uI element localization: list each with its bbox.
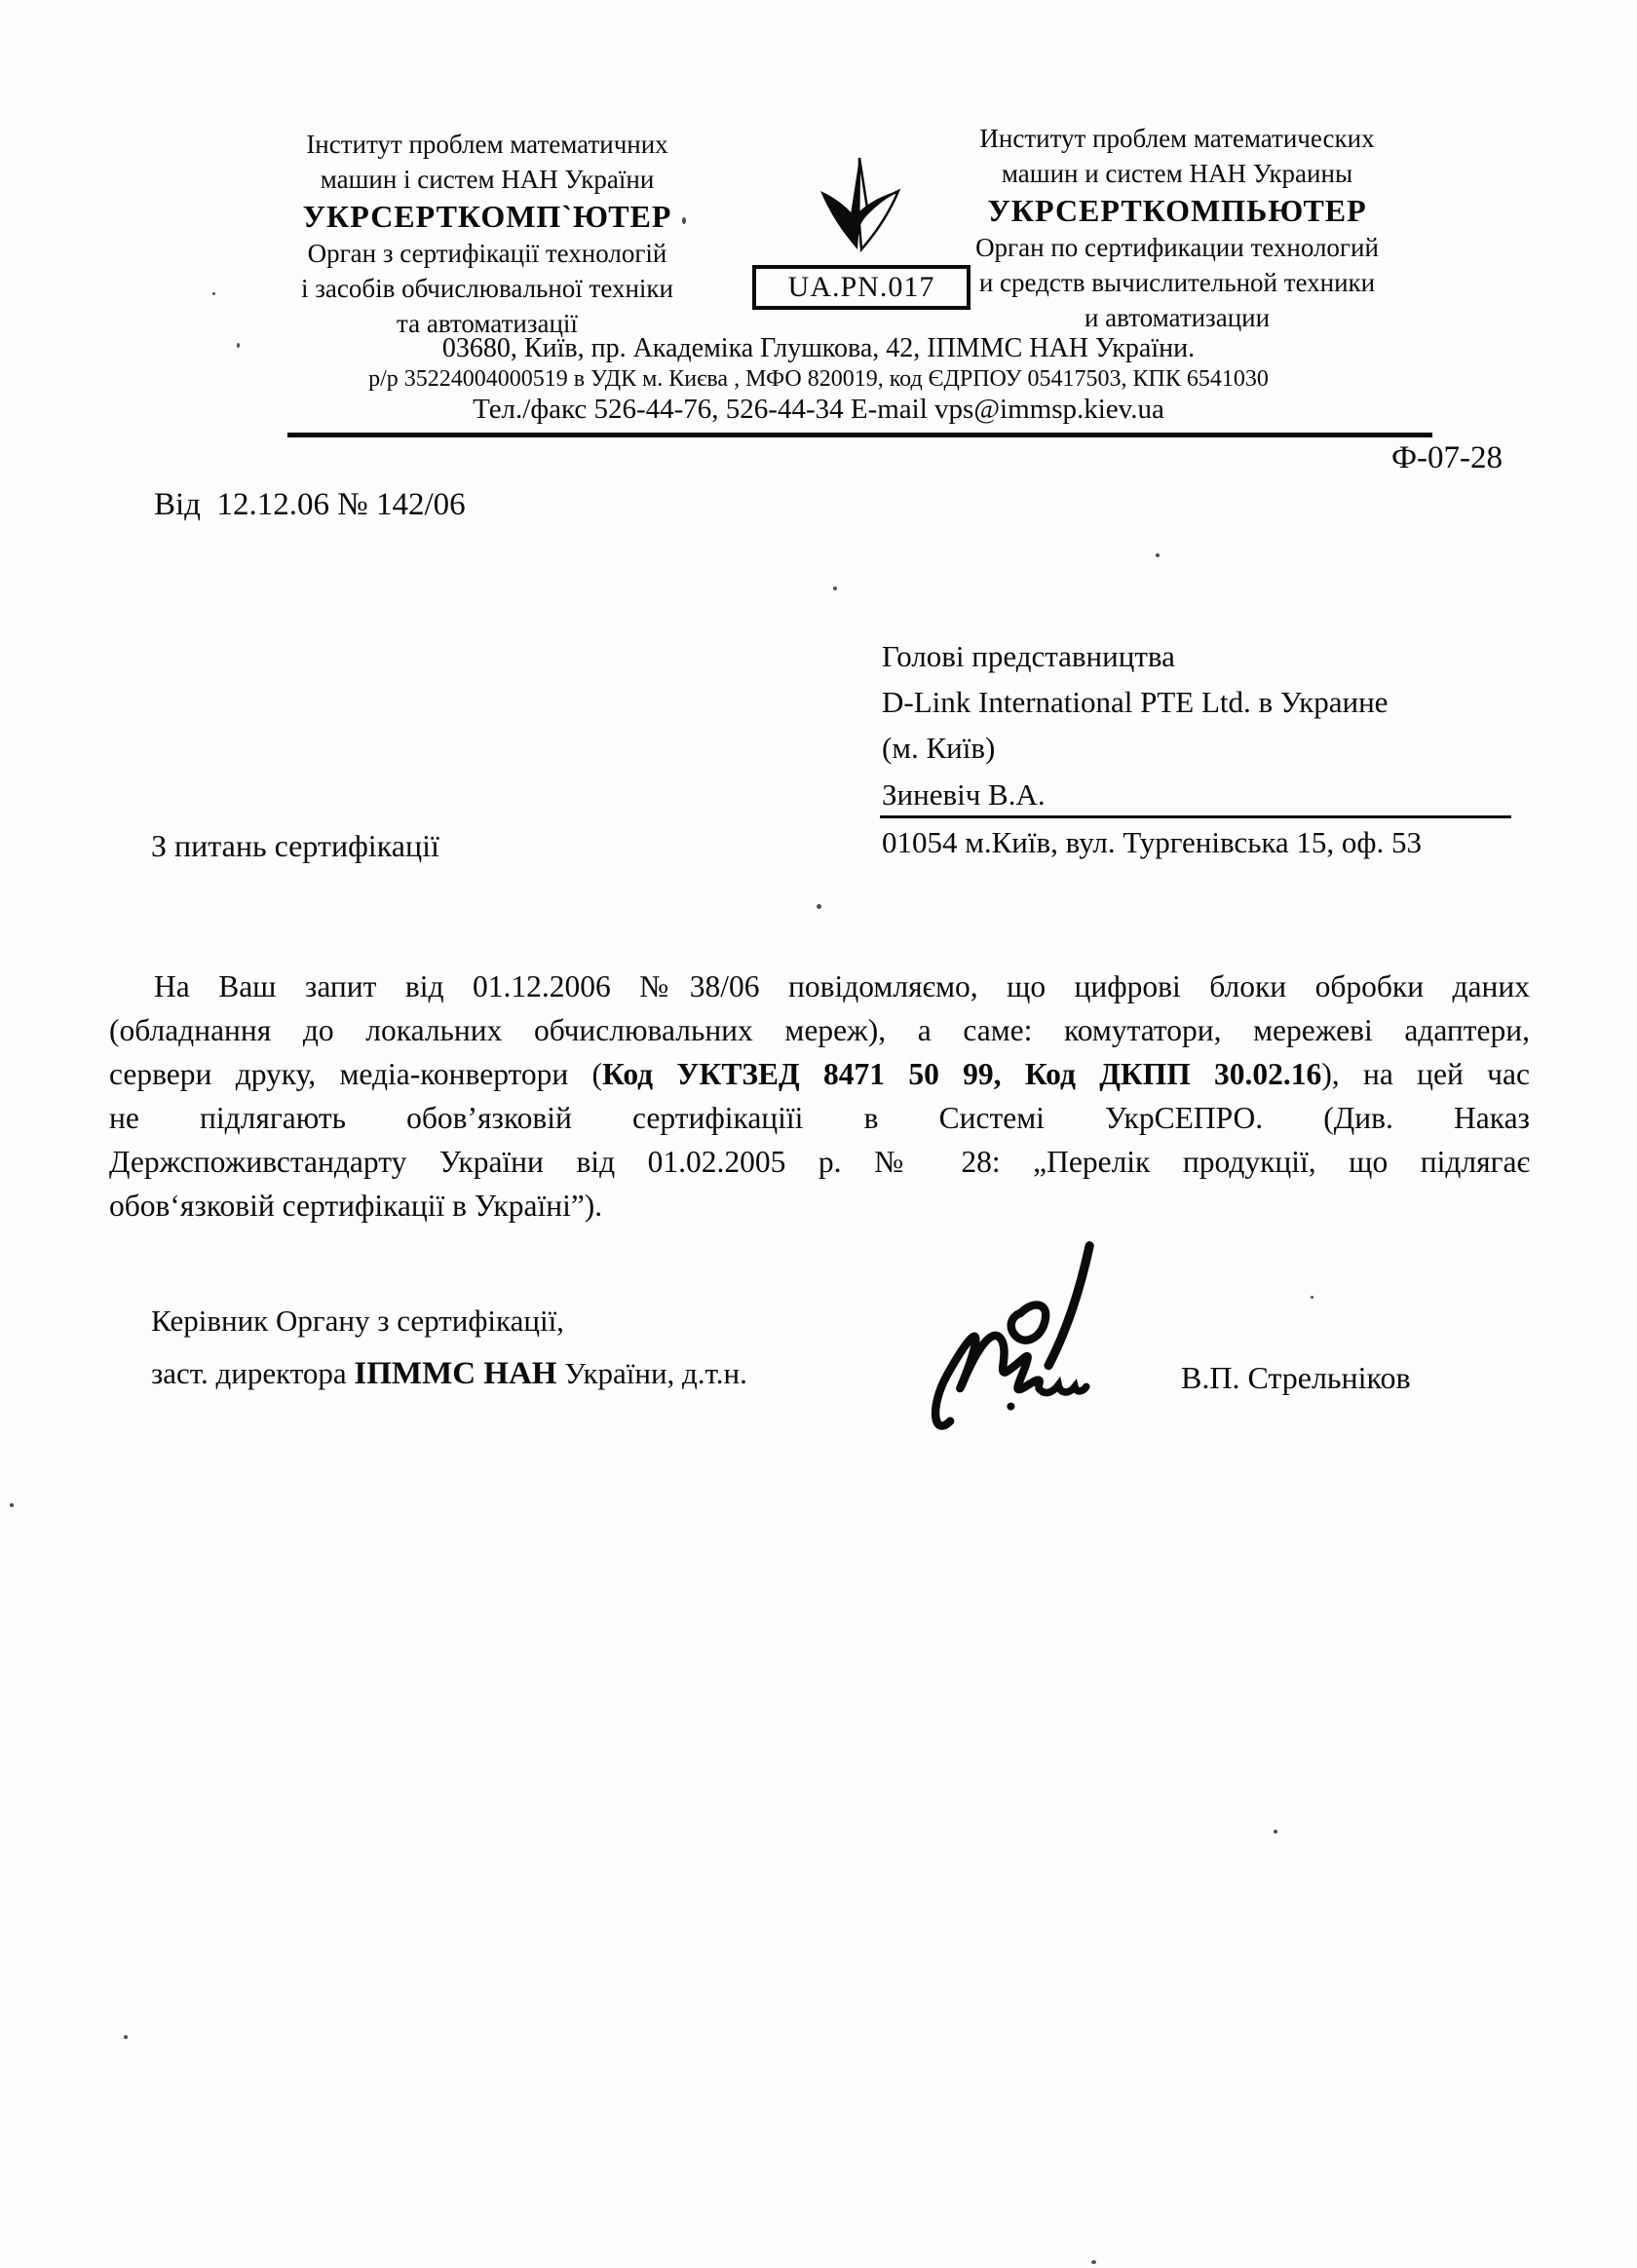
institute-name-line: Інститут проблем математичних: [306, 130, 668, 159]
body-text-segment: ), на цей час: [1321, 1057, 1530, 1091]
recipient-line: (м. Київ): [882, 731, 996, 765]
signature-scrawl: [931, 1235, 1111, 1445]
form-code: Ф-07-28: [1390, 440, 1504, 475]
bank-details-line: р/р 35224004000519 в УДК м. Києва , МФО 820019, код ЄДРПОУ 05417503, КПК 6541030: [368, 366, 1269, 392]
address-line: 03680, Київ, пр. Академіка Глушкова, 42, ІПММС НАН України.: [441, 333, 1196, 363]
institute-name-line: Институт проблем математических: [979, 124, 1375, 153]
recipient-name: Зиневіч В.А.: [882, 777, 1046, 812]
institute-abbr: ІПММС НАН: [354, 1356, 557, 1391]
letter-body: [109, 964, 1530, 1228]
outgoing-reference: Від 12.12.06 № 142/06: [154, 487, 466, 522]
scan-speck: [1091, 2260, 1096, 2264]
body-line: не підлягають обов’язковій сертифікаціїі в Системі УкрСЕПРО. (Див. Наказ: [109, 1101, 1530, 1135]
ukrsepro-mark-icon: [801, 156, 918, 263]
recipient-address: 01054 м.Київ, вул. Тургенівська 15, оф. 53: [882, 825, 1423, 859]
scan-speck: [124, 2035, 128, 2039]
signer-title-segment: України, д.т.н.: [556, 1356, 747, 1390]
org-dept-line: и автоматизации: [1084, 303, 1271, 332]
institute-name-line: машин и систем НАН Украины: [1001, 159, 1353, 188]
signer-title-segment: заст. директора: [151, 1356, 355, 1390]
body-line: Держспоживстандарту України від 01.02.2005 р. № 28: „Перелік продукції, що підлягає: [109, 1145, 1530, 1179]
org-dept-line: Орган по сертификации технологий: [975, 233, 1379, 262]
body-line: На Ваш запит від 01.12.2006 №38/06 повідомляємо, що цифрові блоки обробки даних: [154, 969, 1530, 1003]
recipient-line: Голові представництва: [882, 639, 1175, 673]
org-dept-line: и средств вычислительной техники: [978, 268, 1376, 297]
phone-email-line: Тел./факс 526-44-76, 526-44-34 E-mail vps@immsp.kiev.ua: [473, 394, 1164, 425]
body-line: [109, 1052, 1530, 1096]
org-name: УКРСЕРТКОМПЬЮТЕР: [987, 193, 1367, 228]
org-dept-line: Орган з сертифікації технологій: [307, 239, 667, 268]
signer-title-line: Керівник Органу з сертифікації,: [151, 1304, 564, 1338]
recipient-line: D-Link International PTE Ltd. в Украине: [882, 685, 1389, 719]
scan-speck: [833, 586, 837, 590]
signer-title-line: [151, 1356, 747, 1392]
scan-speck: [1311, 1296, 1313, 1299]
scan-speck: [237, 343, 240, 348]
header-divider: [287, 433, 1432, 437]
signer-name: В.П. Стрельніков: [1181, 1360, 1411, 1395]
product-codes: Код УКТЗЕД 8471 50 99, Код ДКПП 30.02.16: [602, 1057, 1322, 1091]
scan-speck: [1156, 553, 1160, 557]
scan-speck: [682, 217, 686, 224]
scan-speck: [10, 1503, 14, 1507]
subject-line: З питань сертифікації: [151, 828, 439, 863]
body-line: обов‘язковій сертифікації в Україні”).: [109, 1189, 603, 1223]
recipient-divider: [880, 815, 1511, 818]
org-dept-line: та автоматизації: [397, 309, 578, 338]
body-line: (обладнання до локальних обчислювальних мереж), а саме: комутатори, мережеві адаптери,: [109, 1013, 1530, 1047]
institute-name-line: машин і систем НАН України: [320, 165, 655, 194]
letterhead-ukrainian: [271, 127, 704, 341]
letterhead-russian: [933, 121, 1421, 335]
org-name: УКРСЕРТКОМП`ЮТЕР: [302, 199, 672, 234]
certification-code: UA.PN.017: [787, 271, 935, 303]
scan-speck: [817, 904, 821, 909]
org-dept-line: і засобів обчислювальної техніки: [300, 274, 674, 303]
scan-speck: [1274, 1830, 1277, 1833]
scan-speck: [212, 292, 215, 295]
body-text-segment: сервери друку, медіа-конвертори (: [109, 1057, 603, 1091]
